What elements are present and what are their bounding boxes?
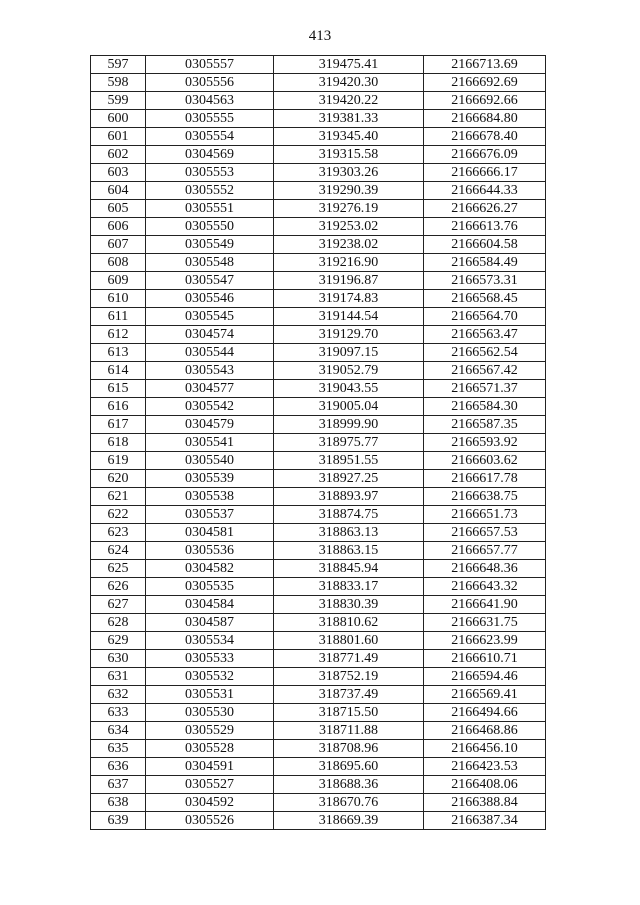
table-row — [91, 182, 546, 200]
x-coordinate-cell: 319253.02 — [274, 218, 424, 236]
y-coordinate-cell: 2166631.75 — [424, 614, 546, 632]
x-coordinate-cell: 318715.50 — [274, 704, 424, 722]
point-code-cell: 0305539 — [146, 470, 274, 488]
point-code-cell: 0305553 — [146, 164, 274, 182]
point-number-cell: 637 — [91, 776, 146, 794]
y-coordinate-cell: 2166584.49 — [424, 254, 546, 272]
table-row — [91, 92, 546, 110]
y-coordinate-cell: 2166678.40 — [424, 128, 546, 146]
point-number-cell: 633 — [91, 704, 146, 722]
table-row — [91, 146, 546, 164]
point-code-cell: 0304581 — [146, 524, 274, 542]
table-row — [91, 74, 546, 92]
point-code-cell: 0305554 — [146, 128, 274, 146]
point-code-cell: 0305544 — [146, 344, 274, 362]
point-number-cell: 639 — [91, 812, 146, 830]
y-coordinate-cell: 2166584.30 — [424, 398, 546, 416]
point-code-cell: 0304582 — [146, 560, 274, 578]
x-coordinate-cell: 319290.39 — [274, 182, 424, 200]
point-number-cell: 608 — [91, 254, 146, 272]
point-number-cell: 602 — [91, 146, 146, 164]
point-number-cell: 625 — [91, 560, 146, 578]
x-coordinate-cell: 318975.77 — [274, 434, 424, 452]
table-row — [91, 290, 546, 308]
y-coordinate-cell: 2166569.41 — [424, 686, 546, 704]
table-row — [91, 542, 546, 560]
y-coordinate-cell: 2166587.35 — [424, 416, 546, 434]
x-coordinate-cell: 318737.49 — [274, 686, 424, 704]
table-row — [91, 164, 546, 182]
point-code-cell: 0305540 — [146, 452, 274, 470]
table-row — [91, 740, 546, 758]
point-number-cell: 599 — [91, 92, 146, 110]
table-row — [91, 272, 546, 290]
table-row — [91, 668, 546, 686]
point-code-cell: 0305534 — [146, 632, 274, 650]
x-coordinate-cell: 318951.55 — [274, 452, 424, 470]
x-coordinate-cell: 319097.15 — [274, 344, 424, 362]
point-number-cell: 638 — [91, 794, 146, 812]
table-row — [91, 578, 546, 596]
y-coordinate-cell: 2166564.70 — [424, 308, 546, 326]
table-row — [91, 434, 546, 452]
x-coordinate-cell: 318669.39 — [274, 812, 424, 830]
table-row — [91, 632, 546, 650]
point-number-cell: 616 — [91, 398, 146, 416]
point-number-cell: 614 — [91, 362, 146, 380]
table-row — [91, 794, 546, 812]
x-coordinate-cell: 319196.87 — [274, 272, 424, 290]
y-coordinate-cell: 2166651.73 — [424, 506, 546, 524]
x-coordinate-cell: 319303.26 — [274, 164, 424, 182]
point-code-cell: 0305549 — [146, 236, 274, 254]
y-coordinate-cell: 2166638.75 — [424, 488, 546, 506]
point-number-cell: 627 — [91, 596, 146, 614]
y-coordinate-cell: 2166456.10 — [424, 740, 546, 758]
point-number-cell: 624 — [91, 542, 146, 560]
x-coordinate-cell: 318670.76 — [274, 794, 424, 812]
table-row — [91, 812, 546, 830]
y-coordinate-cell: 2166644.33 — [424, 182, 546, 200]
x-coordinate-cell: 318688.36 — [274, 776, 424, 794]
point-code-cell: 0304591 — [146, 758, 274, 776]
y-coordinate-cell: 2166603.62 — [424, 452, 546, 470]
table-row — [91, 596, 546, 614]
point-code-cell: 0304563 — [146, 92, 274, 110]
point-code-cell: 0305548 — [146, 254, 274, 272]
x-coordinate-cell: 318771.49 — [274, 650, 424, 668]
y-coordinate-cell: 2166626.27 — [424, 200, 546, 218]
x-coordinate-cell: 319052.79 — [274, 362, 424, 380]
point-number-cell: 613 — [91, 344, 146, 362]
y-coordinate-cell: 2166388.84 — [424, 794, 546, 812]
point-number-cell: 606 — [91, 218, 146, 236]
table-row — [91, 560, 546, 578]
point-code-cell: 0305526 — [146, 812, 274, 830]
y-coordinate-cell: 2166573.31 — [424, 272, 546, 290]
point-number-cell: 609 — [91, 272, 146, 290]
table-row — [91, 686, 546, 704]
table-row — [91, 506, 546, 524]
point-code-cell: 0304577 — [146, 380, 274, 398]
y-coordinate-cell: 2166613.76 — [424, 218, 546, 236]
x-coordinate-cell: 319216.90 — [274, 254, 424, 272]
y-coordinate-cell: 2166571.37 — [424, 380, 546, 398]
point-number-cell: 626 — [91, 578, 146, 596]
coordinates-table-body — [91, 56, 546, 830]
point-code-cell: 0305536 — [146, 542, 274, 560]
point-number-cell: 619 — [91, 452, 146, 470]
y-coordinate-cell: 2166666.17 — [424, 164, 546, 182]
table-row — [91, 362, 546, 380]
point-code-cell: 0304592 — [146, 794, 274, 812]
x-coordinate-cell: 318810.62 — [274, 614, 424, 632]
table-row — [91, 650, 546, 668]
y-coordinate-cell: 2166610.71 — [424, 650, 546, 668]
y-coordinate-cell: 2166692.69 — [424, 74, 546, 92]
point-code-cell: 0304587 — [146, 614, 274, 632]
point-number-cell: 635 — [91, 740, 146, 758]
point-number-cell: 597 — [91, 56, 146, 74]
point-code-cell: 0305527 — [146, 776, 274, 794]
point-number-cell: 615 — [91, 380, 146, 398]
table-row — [91, 470, 546, 488]
point-code-cell: 0305552 — [146, 182, 274, 200]
point-number-cell: 604 — [91, 182, 146, 200]
x-coordinate-cell: 319420.22 — [274, 92, 424, 110]
point-code-cell: 0305542 — [146, 398, 274, 416]
point-code-cell: 0305533 — [146, 650, 274, 668]
x-coordinate-cell: 318695.60 — [274, 758, 424, 776]
point-number-cell: 607 — [91, 236, 146, 254]
y-coordinate-cell: 2166494.66 — [424, 704, 546, 722]
table-row — [91, 776, 546, 794]
point-number-cell: 628 — [91, 614, 146, 632]
x-coordinate-cell: 319144.54 — [274, 308, 424, 326]
point-code-cell: 0305556 — [146, 74, 274, 92]
point-code-cell: 0305545 — [146, 308, 274, 326]
y-coordinate-cell: 2166648.36 — [424, 560, 546, 578]
table-row — [91, 524, 546, 542]
x-coordinate-cell: 319043.55 — [274, 380, 424, 398]
y-coordinate-cell: 2166604.58 — [424, 236, 546, 254]
point-number-cell: 621 — [91, 488, 146, 506]
point-number-cell: 623 — [91, 524, 146, 542]
point-number-cell: 629 — [91, 632, 146, 650]
x-coordinate-cell: 319381.33 — [274, 110, 424, 128]
point-code-cell: 0304574 — [146, 326, 274, 344]
y-coordinate-cell: 2166692.66 — [424, 92, 546, 110]
point-number-cell: 610 — [91, 290, 146, 308]
point-number-cell: 636 — [91, 758, 146, 776]
point-code-cell: 0305546 — [146, 290, 274, 308]
point-number-cell: 622 — [91, 506, 146, 524]
y-coordinate-cell: 2166562.54 — [424, 344, 546, 362]
y-coordinate-cell: 2166641.90 — [424, 596, 546, 614]
table-row — [91, 200, 546, 218]
table-row — [91, 218, 546, 236]
table-row — [91, 236, 546, 254]
table-row — [91, 326, 546, 344]
table-row — [91, 110, 546, 128]
y-coordinate-cell: 2166468.86 — [424, 722, 546, 740]
point-number-cell: 631 — [91, 668, 146, 686]
point-code-cell: 0305531 — [146, 686, 274, 704]
x-coordinate-cell: 319129.70 — [274, 326, 424, 344]
y-coordinate-cell: 2166643.32 — [424, 578, 546, 596]
x-coordinate-cell: 318711.88 — [274, 722, 424, 740]
point-number-cell: 611 — [91, 308, 146, 326]
x-coordinate-cell: 318833.17 — [274, 578, 424, 596]
x-coordinate-cell: 319315.58 — [274, 146, 424, 164]
point-code-cell: 0305532 — [146, 668, 274, 686]
y-coordinate-cell: 2166676.09 — [424, 146, 546, 164]
point-number-cell: 612 — [91, 326, 146, 344]
point-code-cell: 0305529 — [146, 722, 274, 740]
point-code-cell: 0304584 — [146, 596, 274, 614]
y-coordinate-cell: 2166593.92 — [424, 434, 546, 452]
x-coordinate-cell: 318893.97 — [274, 488, 424, 506]
x-coordinate-cell: 318830.39 — [274, 596, 424, 614]
y-coordinate-cell: 2166423.53 — [424, 758, 546, 776]
x-coordinate-cell: 319238.02 — [274, 236, 424, 254]
y-coordinate-cell: 2166657.77 — [424, 542, 546, 560]
table-row — [91, 398, 546, 416]
point-code-cell: 0305550 — [146, 218, 274, 236]
x-coordinate-cell: 318927.25 — [274, 470, 424, 488]
x-coordinate-cell: 318752.19 — [274, 668, 424, 686]
table-row — [91, 722, 546, 740]
point-number-cell: 630 — [91, 650, 146, 668]
point-code-cell: 0305530 — [146, 704, 274, 722]
x-coordinate-cell: 319005.04 — [274, 398, 424, 416]
point-code-cell: 0305543 — [146, 362, 274, 380]
table-row — [91, 416, 546, 434]
x-coordinate-cell: 319475.41 — [274, 56, 424, 74]
y-coordinate-cell: 2166408.06 — [424, 776, 546, 794]
table-row — [91, 614, 546, 632]
point-code-cell: 0305541 — [146, 434, 274, 452]
point-code-cell: 0305555 — [146, 110, 274, 128]
point-number-cell: 601 — [91, 128, 146, 146]
x-coordinate-cell: 318863.13 — [274, 524, 424, 542]
point-number-cell: 634 — [91, 722, 146, 740]
table-row — [91, 488, 546, 506]
point-number-cell: 598 — [91, 74, 146, 92]
point-number-cell: 603 — [91, 164, 146, 182]
table-row — [91, 758, 546, 776]
y-coordinate-cell: 2166623.99 — [424, 632, 546, 650]
x-coordinate-cell: 318845.94 — [274, 560, 424, 578]
y-coordinate-cell: 2166387.34 — [424, 812, 546, 830]
x-coordinate-cell: 318874.75 — [274, 506, 424, 524]
point-number-cell: 632 — [91, 686, 146, 704]
x-coordinate-cell: 318708.96 — [274, 740, 424, 758]
point-code-cell: 0304569 — [146, 146, 274, 164]
point-code-cell: 0305537 — [146, 506, 274, 524]
point-code-cell: 0305528 — [146, 740, 274, 758]
point-code-cell: 0305538 — [146, 488, 274, 506]
table-row — [91, 704, 546, 722]
x-coordinate-cell: 319420.30 — [274, 74, 424, 92]
y-coordinate-cell: 2166568.45 — [424, 290, 546, 308]
y-coordinate-cell: 2166684.80 — [424, 110, 546, 128]
point-code-cell: 0305535 — [146, 578, 274, 596]
table-row — [91, 128, 546, 146]
point-code-cell: 0305551 — [146, 200, 274, 218]
point-code-cell: 0305547 — [146, 272, 274, 290]
y-coordinate-cell: 2166657.53 — [424, 524, 546, 542]
table-row — [91, 254, 546, 272]
point-number-cell: 600 — [91, 110, 146, 128]
y-coordinate-cell: 2166594.46 — [424, 668, 546, 686]
x-coordinate-cell: 318863.15 — [274, 542, 424, 560]
table-row — [91, 308, 546, 326]
y-coordinate-cell: 2166567.42 — [424, 362, 546, 380]
x-coordinate-cell: 319276.19 — [274, 200, 424, 218]
coordinates-table — [90, 55, 546, 830]
x-coordinate-cell: 319174.83 — [274, 290, 424, 308]
y-coordinate-cell: 2166563.47 — [424, 326, 546, 344]
table-row — [91, 452, 546, 470]
y-coordinate-cell: 2166617.78 — [424, 470, 546, 488]
table-row — [91, 344, 546, 362]
point-number-cell: 617 — [91, 416, 146, 434]
y-coordinate-cell: 2166713.69 — [424, 56, 546, 74]
x-coordinate-cell: 319345.40 — [274, 128, 424, 146]
point-number-cell: 605 — [91, 200, 146, 218]
point-number-cell: 618 — [91, 434, 146, 452]
point-number-cell: 620 — [91, 470, 146, 488]
x-coordinate-cell: 318999.90 — [274, 416, 424, 434]
table-row — [91, 380, 546, 398]
point-code-cell: 0304579 — [146, 416, 274, 434]
page-number: 413 — [308, 28, 332, 44]
point-code-cell: 0305557 — [146, 56, 274, 74]
x-coordinate-cell: 318801.60 — [274, 632, 424, 650]
table-row — [91, 56, 546, 74]
